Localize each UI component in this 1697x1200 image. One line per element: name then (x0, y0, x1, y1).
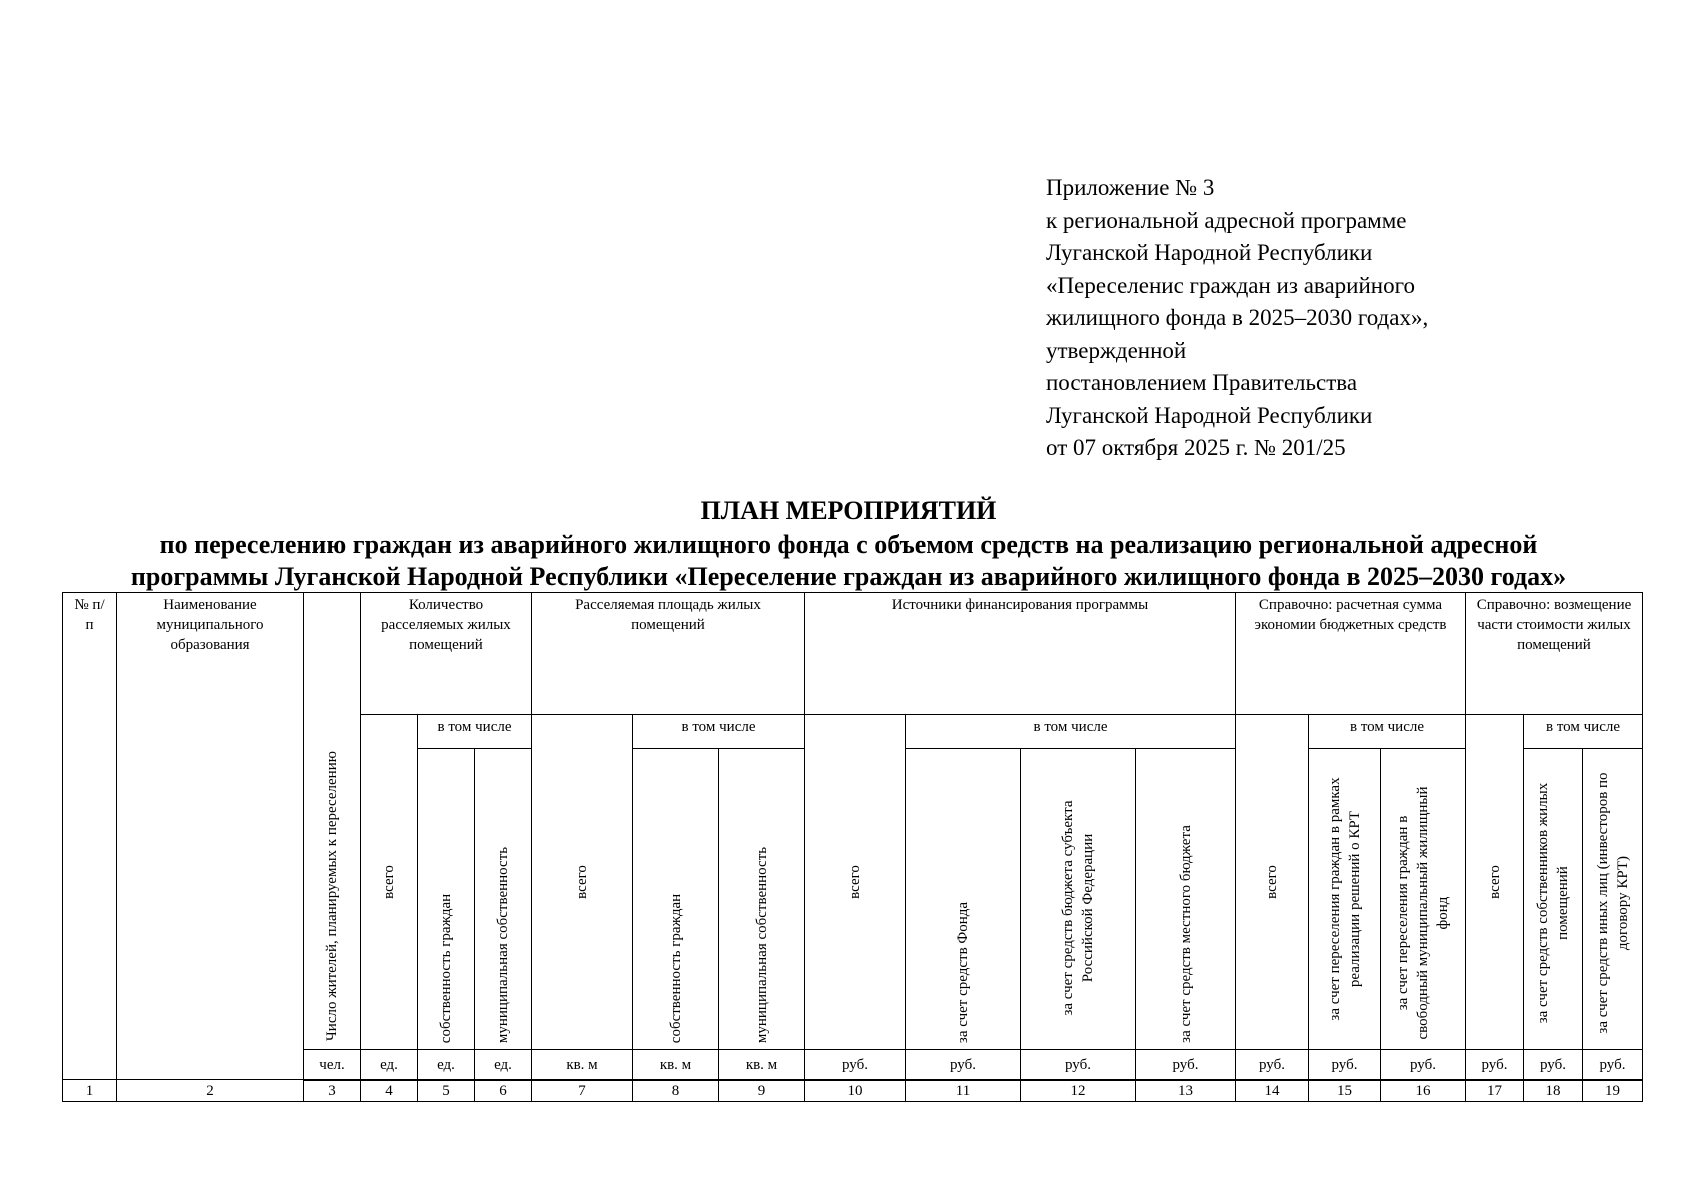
header-comp-total (1465, 714, 1524, 1050)
column-number: 14 (1235, 1079, 1309, 1102)
column-number: 17 (1465, 1079, 1524, 1102)
header-comp-other (1582, 748, 1643, 1050)
header-group-economy: Справочно: расчетная сумма экономии бюджетных средств (1235, 592, 1466, 715)
unit-cell: кв. м (531, 1049, 633, 1081)
column-number: 15 (1308, 1079, 1381, 1102)
column-number: 8 (632, 1079, 719, 1102)
column-number: 19 (1582, 1079, 1643, 1102)
column-number: 3 (303, 1079, 361, 1102)
appendix-line: Луганской Народной Республики (1046, 240, 1373, 265)
unit-cell: руб. (1523, 1049, 1583, 1081)
column-number: 5 (417, 1079, 475, 1102)
column-number: 2 (116, 1079, 304, 1102)
header-area-incl: в том числе (632, 714, 805, 749)
header-rooms-municipal-label: муниципальная собственность (495, 846, 511, 1044)
unit-cell: чел. (303, 1049, 361, 1081)
header-area-total (531, 714, 633, 1050)
header-group-financing: Источники финансирования программы (804, 592, 1236, 715)
appendix-line: Луганской Народной Республики (1046, 402, 1373, 428)
header-fin-subject (1020, 748, 1136, 1050)
header-fin-total-label: всего (847, 865, 863, 899)
column-number: 9 (718, 1079, 805, 1102)
header-econ-total (1235, 714, 1309, 1050)
column-number: 16 (1380, 1079, 1466, 1102)
header-rooms-citizens (417, 748, 475, 1050)
appendix-line: жилищного фонда в 2025–2030 годах», (1046, 305, 1429, 330)
unit-cell: руб. (1308, 1049, 1381, 1081)
unit-cell: руб. (905, 1049, 1021, 1081)
unit-cell: руб. (1235, 1049, 1309, 1081)
header-rooms-municipal (474, 748, 532, 1050)
unit-cell: ед. (360, 1049, 418, 1081)
column-number: 7 (531, 1079, 633, 1102)
header-comp-incl: в том числе (1523, 714, 1643, 749)
header-area-municipal (718, 748, 805, 1050)
header-rooms-total-label: всего (381, 865, 397, 899)
header-fin-fund-label: за счет средств Фонда (955, 901, 971, 1044)
header-econ-free (1380, 748, 1466, 1050)
header-fin-fund (905, 748, 1021, 1050)
unit-cell: руб. (1020, 1049, 1136, 1081)
unit-cell: руб. (804, 1049, 906, 1081)
appendix-block (1046, 172, 1666, 465)
column-number: 18 (1523, 1079, 1583, 1102)
unit-cell: ед. (474, 1049, 532, 1081)
document-subtitle-line-2: программы Луганской Народной Республики «Переселение граждан из аварийного жилищного фонда в 2025–2030 годах» (130, 562, 1567, 591)
appendix-line: «Переселенис граждан из аварийного (1046, 272, 1415, 298)
document-subtitle-line-1: по переселению граждан из аварийного жилищного фонда с объемом средств на реализацию региональной адресной (159, 530, 1538, 559)
header-num: № п/п (62, 592, 117, 1080)
header-municipality: Наименование муниципального образования (116, 592, 304, 1080)
unit-cell: руб. (1582, 1049, 1643, 1081)
header-fin-subject-label: за счет средств бюджета субъекта Российской Федерации (1060, 800, 1096, 1016)
column-number: 6 (474, 1079, 532, 1102)
column-number: 12 (1020, 1079, 1136, 1102)
unit-cell: кв. м (718, 1049, 805, 1081)
header-group-compensation: Справочно: возмещение части стоимости жилых помещений (1465, 592, 1643, 715)
appendix-line: утвержденной (1046, 337, 1187, 363)
header-fin-total (804, 714, 906, 1050)
column-number: 10 (804, 1079, 906, 1102)
header-area-citizens (632, 748, 719, 1050)
unit-cell: руб. (1135, 1049, 1236, 1081)
header-comp-other-label: за счет средств иных лиц (инвесторов по договору КРТ) (1594, 772, 1631, 1034)
header-comp-owners-label: за счет средств собственников жилых помещений (1535, 782, 1571, 1024)
header-group-rooms: Количество расселяемых жилых помещений (360, 592, 532, 715)
header-residents (303, 592, 361, 1050)
header-econ-krt-label: за счет переселения граждан в рамках реализации решений о КРТ (1326, 777, 1363, 1021)
column-number: 11 (905, 1079, 1021, 1102)
document-title: ПЛАН МЕРОПРИЯТИЙ (700, 496, 997, 525)
unit-cell: кв. м (632, 1049, 719, 1081)
header-area-citizens-label: собственность граждан (667, 893, 684, 1044)
unit-cell: руб. (1465, 1049, 1524, 1081)
column-number: 4 (360, 1079, 418, 1102)
header-econ-krt (1308, 748, 1381, 1050)
column-number: 1 (62, 1079, 117, 1102)
header-rooms-citizens-label: собственность граждан (438, 893, 454, 1044)
header-fin-local (1135, 748, 1236, 1050)
appendix-line: постановлением Правительства (1046, 370, 1358, 395)
unit-cell: ед. (417, 1049, 475, 1081)
header-area-municipal-label: муниципальная собственность (753, 846, 770, 1044)
header-comp-owners (1523, 748, 1583, 1050)
column-number: 13 (1135, 1079, 1236, 1102)
header-rooms-total (360, 714, 418, 1050)
header-fin-incl: в том числе (905, 714, 1236, 749)
header-rooms-incl: в том числе (417, 714, 532, 749)
unit-cell: руб. (1380, 1049, 1466, 1081)
header-econ-total-label: всего (1264, 865, 1280, 899)
header-group-area: Расселяемая площадь жилых помещений (531, 592, 805, 715)
header-fin-local-label: за счет средств местного бюджета (1177, 825, 1194, 1043)
appendix-line: к региональной адресной программе (1046, 207, 1407, 233)
header-econ-incl: в том числе (1308, 714, 1466, 749)
appendix-line: от 07 октября 2025 г. № 201/25 (1046, 435, 1346, 460)
header-residents-label: Число жителей, планируемых к переселению (324, 751, 340, 1041)
header-econ-free-label: за счет переселения граждан в свободный муниципальный жилищный фонд (1395, 786, 1451, 1040)
appendix-line: Приложение № 3 (1046, 175, 1215, 200)
header-comp-total-label: всего (1486, 865, 1503, 899)
header-area-total-label: всего (574, 865, 590, 899)
